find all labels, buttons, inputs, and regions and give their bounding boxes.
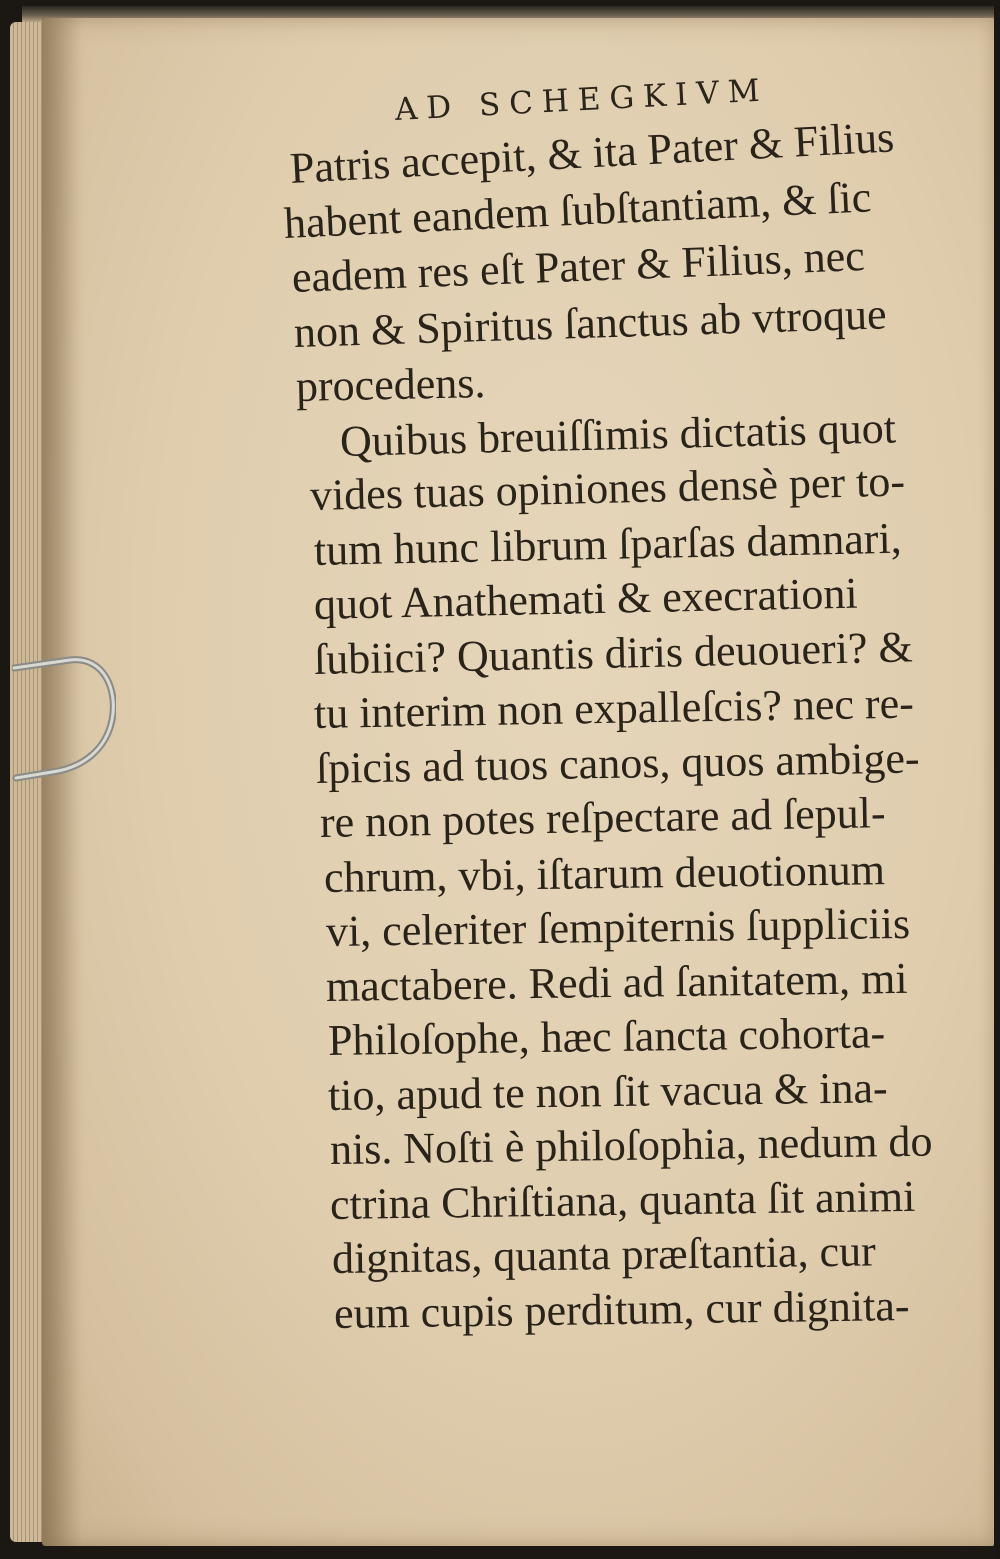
text-line: tu interim non expalleſcis? nec re-: [313, 678, 915, 738]
paper-clip-icon: [12, 650, 116, 782]
text-line: procedens.: [295, 358, 486, 411]
text-line: eadem res eſt Pater & Filius, nec: [291, 231, 866, 302]
text-line: mactabere. Redi ad ſanitatem, mi: [325, 953, 908, 1011]
spine-shadow: [42, 18, 82, 1546]
text-line: dignitas, quanta præſtantia, cur: [331, 1226, 877, 1283]
text-line: Patris accepit, & ita Pater & Filius: [288, 112, 896, 193]
text-line: vi, celeriter ſempiternis ſuppliciis: [325, 898, 911, 956]
text-line: Quibus breuiſſimis dictatis quot: [339, 402, 897, 466]
text-line: ſubiici? Quantis diris deuoueri? &: [313, 621, 914, 684]
running-head: AD SCHEGKIVM: [394, 72, 770, 128]
text-line: quot Anathemati & execrationi: [313, 568, 859, 629]
text-line: habent eandem ſubſtantiam, & ſic: [282, 171, 873, 248]
text-line: ctrina Chriſtiana, quanta ſit animi: [329, 1171, 916, 1229]
right-edge: [994, 0, 1000, 1559]
text-line: tum hunc librum ſparſas damnari,: [313, 513, 903, 575]
text-line: nis. Noſti è philoſophia, nedum do: [329, 1116, 933, 1174]
text-line: tio, apud te non ſit vacua & ina-: [327, 1062, 888, 1120]
text-line: re non potes reſpectare ad ſepul-: [319, 788, 886, 847]
text-line: chrum, vbi, iſtarum deuotionum: [323, 844, 886, 902]
text-line: Philoſophe, hæc ſancta cohorta-: [327, 1008, 886, 1065]
text-line: vides tuas opiniones densè per to-: [309, 456, 906, 520]
text-line: non & Spiritus ſanctus ab vtroque: [293, 288, 888, 357]
body-text: [282, 112, 960, 1341]
text-line: ſpicis ad tuos canos, quos ambige-: [315, 732, 920, 793]
text-line: eum cupis perditum, cur dignita-: [333, 1280, 910, 1338]
